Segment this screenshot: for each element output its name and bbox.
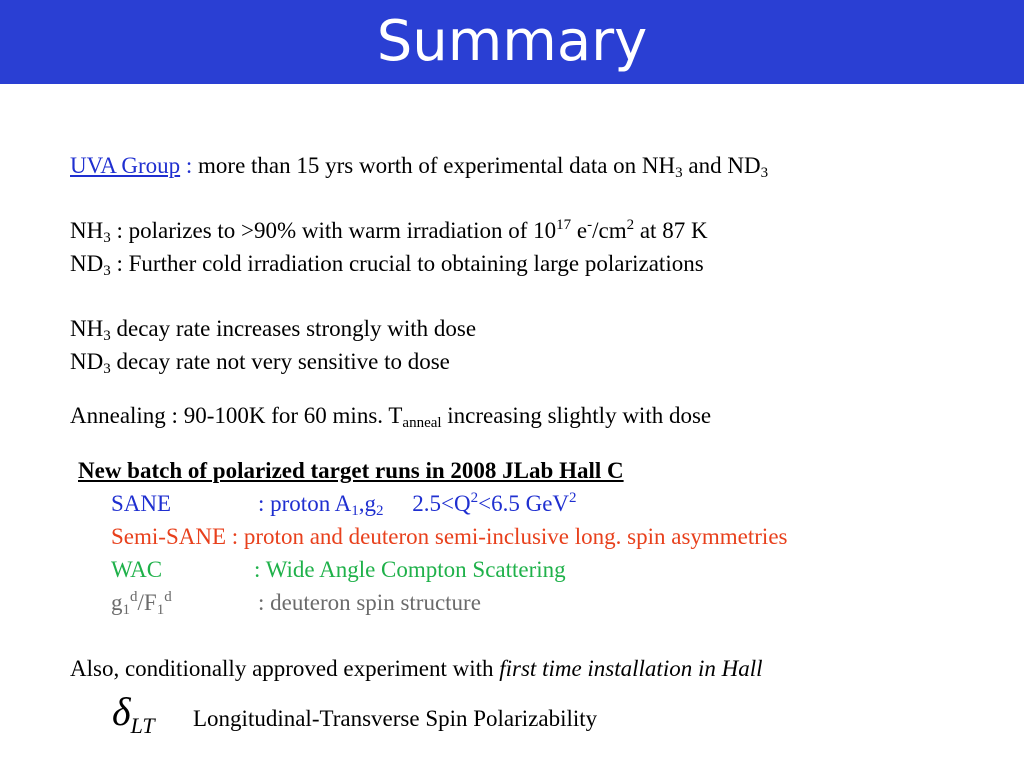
delta-lt-symbol bbox=[112, 689, 155, 738]
nh3-pol-sub: 3 bbox=[103, 230, 111, 246]
nh3-polarization-line bbox=[70, 217, 708, 245]
sane-sub1: 1 bbox=[351, 503, 359, 519]
also-italic: first time installation in Hall bbox=[499, 656, 763, 681]
nd3-decay-a: ND bbox=[70, 349, 104, 374]
annealing-a: Annealing : 90-100K for 60 mins. T bbox=[70, 403, 403, 428]
nh3-pol-d: /cm bbox=[592, 218, 627, 243]
nh3-pol-a: NH bbox=[70, 218, 104, 243]
annealing-line bbox=[70, 402, 711, 430]
nh3-decay-sub: 3 bbox=[103, 328, 111, 344]
g1f1-a: g bbox=[111, 590, 123, 615]
nd3-decay-line bbox=[70, 348, 450, 376]
sane-c: 2.5<Q bbox=[383, 491, 471, 516]
sane-sup2: 2 bbox=[569, 490, 577, 506]
g1f1-symbol bbox=[111, 589, 172, 618]
nh3-pol-sup3: 2 bbox=[626, 217, 635, 233]
nd3-pol-b: : Further cold irradiation crucial to obtaining large polarizations bbox=[110, 251, 704, 276]
nd3-pol-a: ND bbox=[70, 251, 104, 276]
also-a: Also, conditionally approved experiment with bbox=[70, 656, 500, 681]
uva-group-link[interactable]: UVA Group bbox=[70, 153, 181, 178]
sane-b: ,g bbox=[358, 491, 377, 516]
annealing-sub: anneal bbox=[402, 415, 442, 431]
uva-sep: : bbox=[180, 153, 193, 178]
g1f1-sup2: d bbox=[164, 589, 172, 605]
sane-sub2: 2 bbox=[376, 503, 384, 519]
sane-d: <6.5 GeV bbox=[478, 491, 570, 516]
nh3-pol-sup1: 17 bbox=[556, 217, 572, 233]
sane-name: SANE bbox=[111, 491, 172, 516]
nh3-decay-line bbox=[70, 315, 476, 343]
uva-text-b: and ND bbox=[682, 153, 761, 178]
nh3-pol-b: : polarizes to >90% with warm irradiation of 10 bbox=[110, 218, 557, 243]
also-line bbox=[70, 655, 763, 683]
wac-line bbox=[111, 556, 911, 584]
nd3-decay-b: decay rate not very sensitive to dose bbox=[110, 349, 450, 374]
annealing-b: increasing slightly with dose bbox=[441, 403, 712, 428]
slide-header bbox=[0, 0, 1024, 84]
nh3-pol-e: at 87 K bbox=[634, 218, 708, 243]
g1f1-b: /F bbox=[137, 590, 157, 615]
nh3-decay-b: decay rate increases strongly with dose bbox=[110, 316, 477, 341]
sane-a: : proton A bbox=[258, 491, 352, 516]
uva-line bbox=[70, 152, 768, 180]
g1f1-sub1: 1 bbox=[122, 602, 130, 618]
sane-sup: 2 bbox=[470, 490, 479, 506]
wac-name: WAC bbox=[111, 557, 163, 582]
nd3-decay-sub: 3 bbox=[103, 361, 111, 377]
delta-sub: LT bbox=[130, 713, 155, 738]
g1f1-desc: : deuteron spin structure bbox=[258, 590, 481, 615]
delta-lt-description: Longitudinal-Transverse Spin Polarizability bbox=[193, 706, 598, 731]
g1f1-sub2: 1 bbox=[156, 602, 165, 618]
sane-line bbox=[111, 490, 911, 518]
nd3-polarization-line bbox=[70, 250, 704, 278]
wac-desc: : Wide Angle Compton Scattering bbox=[254, 557, 566, 582]
uva-sub-b: 3 bbox=[760, 165, 769, 181]
delta-symbol: δ bbox=[112, 689, 131, 734]
nh3-pol-c: e bbox=[571, 218, 588, 243]
sane-desc bbox=[258, 490, 577, 518]
uva-text-a: more than 15 yrs worth of experimental data on NH bbox=[192, 153, 676, 178]
uva-sub-a: 3 bbox=[675, 165, 683, 181]
semi-sane-line: Semi-SANE : proton and deuteron semi-inclusive long. spin asymmetries bbox=[111, 524, 788, 549]
g1f1-line bbox=[111, 589, 911, 617]
nh3-pol-sup2: - bbox=[587, 217, 593, 233]
slide-title: Summary bbox=[376, 9, 648, 74]
nd3-pol-sub: 3 bbox=[103, 263, 111, 279]
g1f1-sup1: d bbox=[130, 589, 138, 605]
nh3-decay-a: NH bbox=[70, 316, 104, 341]
batch-heading: New batch of polarized target runs in 2008 JLab Hall C bbox=[78, 458, 624, 483]
